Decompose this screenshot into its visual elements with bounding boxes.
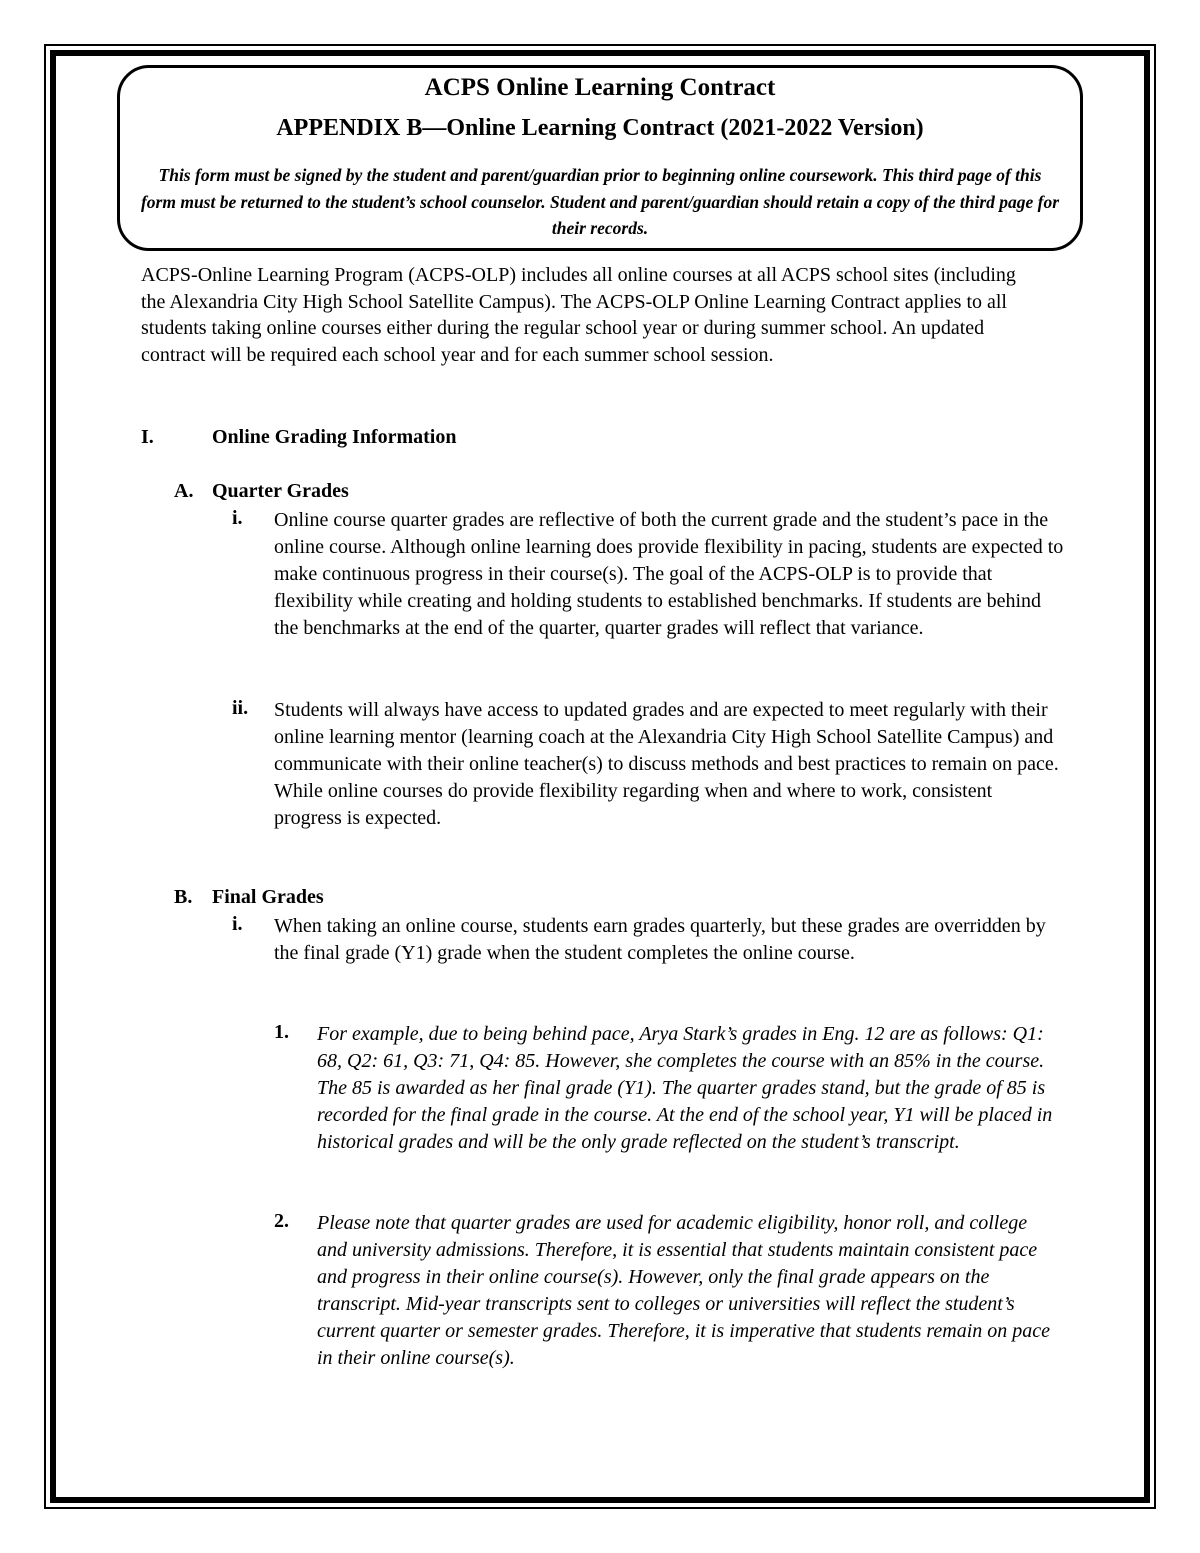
item-text: When taking an online course, students earn grades quarterly, but these grades are overridden by the final grade (Y1) grade when the student completes the online course. <box>274 915 1046 964</box>
item-number: i. <box>232 913 243 935</box>
header-box <box>117 65 1083 251</box>
example-text: Please note that quarter grades are used for academic eligibility, honor roll, and college and university admissions. Therefore, it is essential that students maintain consistent pace and progress in their online course(s). However, only the final grade appears on the transcript. Mid-year transcripts sent to colleges or universities will reflect the student’s current quarter or semester grades. Therefore, it is imperative that students remain on pace in their online course(s). <box>317 1212 1051 1369</box>
item-number: i. <box>232 507 243 529</box>
item-number: ii. <box>232 697 249 719</box>
subsection-letter: B. <box>174 886 193 908</box>
item-text: Students will always have access to updated grades and are expected to meet regularly with their online learning mentor (learning coach at the Alexandria City High School Satellite Campus) and communicate with their online teacher(s) to discuss methods and best practices to remain on pace. While online courses do provide flexibility regarding when and where to work, consistent progress is expected. <box>274 699 1059 829</box>
document-subtitle: APPENDIX B—Online Learning Contract (2021-2022 Version) <box>276 115 924 141</box>
item-text: Online course quarter grades are reflective of both the current grade and the student’s pace in the online course. Although online learning does provide flexibility in pacing, students are expected to make continuous progress in their course(s). The goal of the ACPS-OLP is to provide that flexibility while creating and holding students to established benchmarks. If students are behind the benchmarks at the end of the quarter, quarter grades will reflect that variance. <box>274 509 1064 639</box>
document-title: ACPS Online Learning Contract <box>424 74 776 101</box>
intro-paragraph: ACPS-Online Learning Program (ACPS-OLP) includes all online courses at all ACPS school sites (including the Alexandria City High School Satellite Campus). The ACPS-OLP Online Learning Contract applies to all students taking online courses either during the regular school year or during summer school. An updated contract will be required each school year and for each summer school session. <box>141 264 1016 366</box>
subsection-title: Final Grades <box>212 886 324 908</box>
example-text: For example, due to being behind pace, Arya Stark’s grades in Eng. 12 are as follows: Q1: 68, Q2: 61, Q3: 71, Q4: 85. However, she completes the course with an 85% in the course. The 85 is awarded as her final grade (Y1). The quarter grades stand, but the grade of 85 is recorded for the final grade in the course. At the end of the school year, Y1 will be placed in historical grades and will be the only grade reflected on the student’s transcript. <box>317 1023 1053 1153</box>
subsection-title: Quarter Grades <box>212 480 349 502</box>
signature-instructions: This form must be signed by the student and parent/guardian prior to beginning online coursework. This third page of this form must be returned to the student’s school counselor. Student and parent/guardian should retain a copy of the third page for their records. <box>140 165 1060 238</box>
section-title: Online Grading Information <box>212 426 457 448</box>
section-number: I. <box>141 426 154 448</box>
example-number: 1. <box>274 1021 289 1043</box>
example-number: 2. <box>274 1210 289 1232</box>
subsection-letter: A. <box>174 480 194 502</box>
